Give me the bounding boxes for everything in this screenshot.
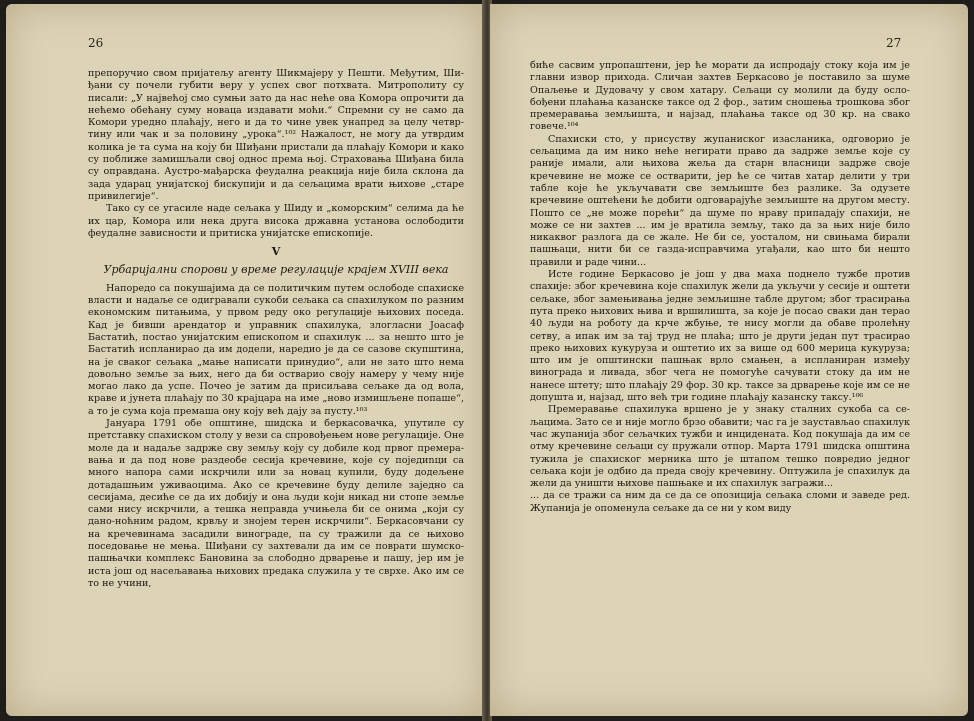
page-number: 26 xyxy=(88,36,104,50)
right-page-text xyxy=(530,60,910,515)
paragraph: Тако су се угасиле наде сељака у Шиду и „коморским“ селима да ће их цар, Комора или нека друга висока државна установа ослободити феудалне зависности и притиска унијатске епископије. xyxy=(88,203,464,239)
paragraph: препоручио свом пријатељу агенту Шикмајеру у Пешти. Међутим, Шиђани су почели губити веру у успех свог потхвата. Митрополиту су писали: „У највећој смо сумњи зато да нас неће ова Комора опрочити да нећемо обећану суму новаца издавати моћи.“ Спремни су не само да Комори уредно плаћају, него и да то чине увек унапред за целу четвртину или чак и за половину „урока“.¹⁰² Нажалост, не могу да утврдим колика је та сума на коју би Шиђани пристали да плаћају Комори и како су поближе замишљали свој однос према њој. Страховања Шиђана била су оправдана. Аустро-мађарска феудална реакција није била склона да зада ударац унијатској бискупији и да сељацима врати њихове „старе привилегије“. xyxy=(88,68,464,202)
paragraph: Премеравање спахилука вршено је у знаку сталних сукоба са сељацима. Зато се и није могло брзо обавити; час га је заустављао спахилук час жупанија због сељачких тужби и инцидената. Код покушаја да им се отму кречевине сељаци су пружали отпор. Марта 1791 шидска општина тужила је спахиског мерника што је штапом тешко повредио једног сељака који је одбио да преда своју кречевину. Оптужила је спахилук да жели да уништи њихове пашњаке и их спахилук загражи... xyxy=(530,404,910,490)
paragraph: Исте године Беркасово је још у два маха поднело тужбе против спахије: због кречевина које спахилук жели да укључи у сесије и оштети сељаке, због замењивања једне земљишне табле другом; због трасирања пута преко њихових њива и вршилишта, за које је посао сваки дан терао 40 људи на роботу да крче жбуње, те нису могли да обаве пролећну сетву, а ипак им за тај труд не плаћа; што је други један пут трасирао преко њихових кукуруза и оштетио их за више од 600 мерица кукуруза; што им је општински пашњак врло смањен, а испланиран између винограда и ливада, због чега не помогућe сачувати стоку да им не нанесе штету; што плаћају 29 фор. 30 кр. таксе за дрварење које им се не допушта и, најзад, што већ три године плаћају казанску таксу.¹⁰⁶ xyxy=(530,269,910,404)
left-page-text xyxy=(88,68,464,590)
paragraph: биће сасвим упропаштени, јер ће морати да испродају стоку која им је главни извор прихода. Сличан захтев Беркасово је поставило за шуме Опаљење и Дудовачу у свом хатару. Сељаци су молили да буду ослобођени плаћања казанске таксе од 2 фор., затим сношења трошкова због премеравања земљишта, и најзад, плаћања таксе од 30 кр. на свако говече.¹⁰⁴ xyxy=(530,60,910,133)
page-number: 27 xyxy=(886,36,902,50)
paragraph: ... да се тражи са ним да се да се опозиција сељака сломи и заведе ред. Жупанија је опоменула сељаке да се ни у ком виду xyxy=(530,490,910,514)
paragraph: Јануара 1791 обе општине, шидска и беркасовачка, упутиле су претставку спахиском столу у вези са спровођењем нове регулације. Оне моле да и надаље задрже сву земљу коју су добиле код првог премеравања и да под нове раздеобе сесија кречевине, које су поједиnци са много напора сами искрчили или за новац купили, буду додељене дотадашњим уживаоцима. Ако се кречевине буду делиле заједно са сесијама, десиће се да их добију и она људи који никад ни стопе земље сами нису искрчили, а тешка неправда учињела би се онима „који су дано-ноћним радом, крвљу и знојем терен искрчили“. Беркасовчани су на кречевинама засадили винограде, па су тражили да се њихово поседовање не мења. Шиђани су захтевали да им се поврати шумско-пашњачки комплекс Бановина за слободно дрварење и пашу, јер им је иста још од насељавања њихових предака служила у те сврхе. Ако им се то не учини, xyxy=(88,418,464,589)
section-heading: Урбаријални спорови у време регулације крајем XVIII века xyxy=(103,263,449,277)
section-numeral: V xyxy=(271,245,281,259)
right-page xyxy=(490,4,968,716)
paragraph: Спахиски сто, у присуству жупаниског изасланика, одговорио је сељацима да им нико неће негирати право да задрже земље које су раније имали, али њихова жеља да старн власници задрже своје кречевине не може се остварити, јер ће се читав хатар делити у три табле које ће укључавати све земљиште без разлике. За одузете кречевине оштећени ће добити одговарајуће земљиште на другом месту. Пошто се „не може порећи“ да шуме по нраву припадају спахији, не може се ни захтев ... им је вратила земљу, тако да за њих није било никаквог разлога да се жале. Не би се, уосталом, ни свињама бирали пашњаци, нити би се газда-исправчима угађали, као што би нешто правили и раде чини... xyxy=(530,133,910,268)
paragraph: Напоредо са покушајима да се политичким путем ослободе спахиске власти и надаље се одигравали сукоби сељака са спахилуком по разним економским питањима, у првом реду око регулације њихових поседа. Кад је бивши арендатор и управник спахилука, злогласни Јоасаф Бастатић, постао унијатским епископом и спахилук ... за нешто што је Бастатић испланирао да им додели, наредио је да се сазове скупштина, на је сваког сељака „мање написати принудио“, али не зато што нема довољно земље за њих, него да би остварио своју намеру у чему није могао лако да успе. Почео је затим да присиљава сељаке да од вола, краве и јунета плаћају по 30 крајцара на име „ново измишљене попаше“, а то је сума која премаша ону коју већ дају за пусту.¹⁰³ xyxy=(88,282,464,417)
left-page xyxy=(6,4,484,716)
